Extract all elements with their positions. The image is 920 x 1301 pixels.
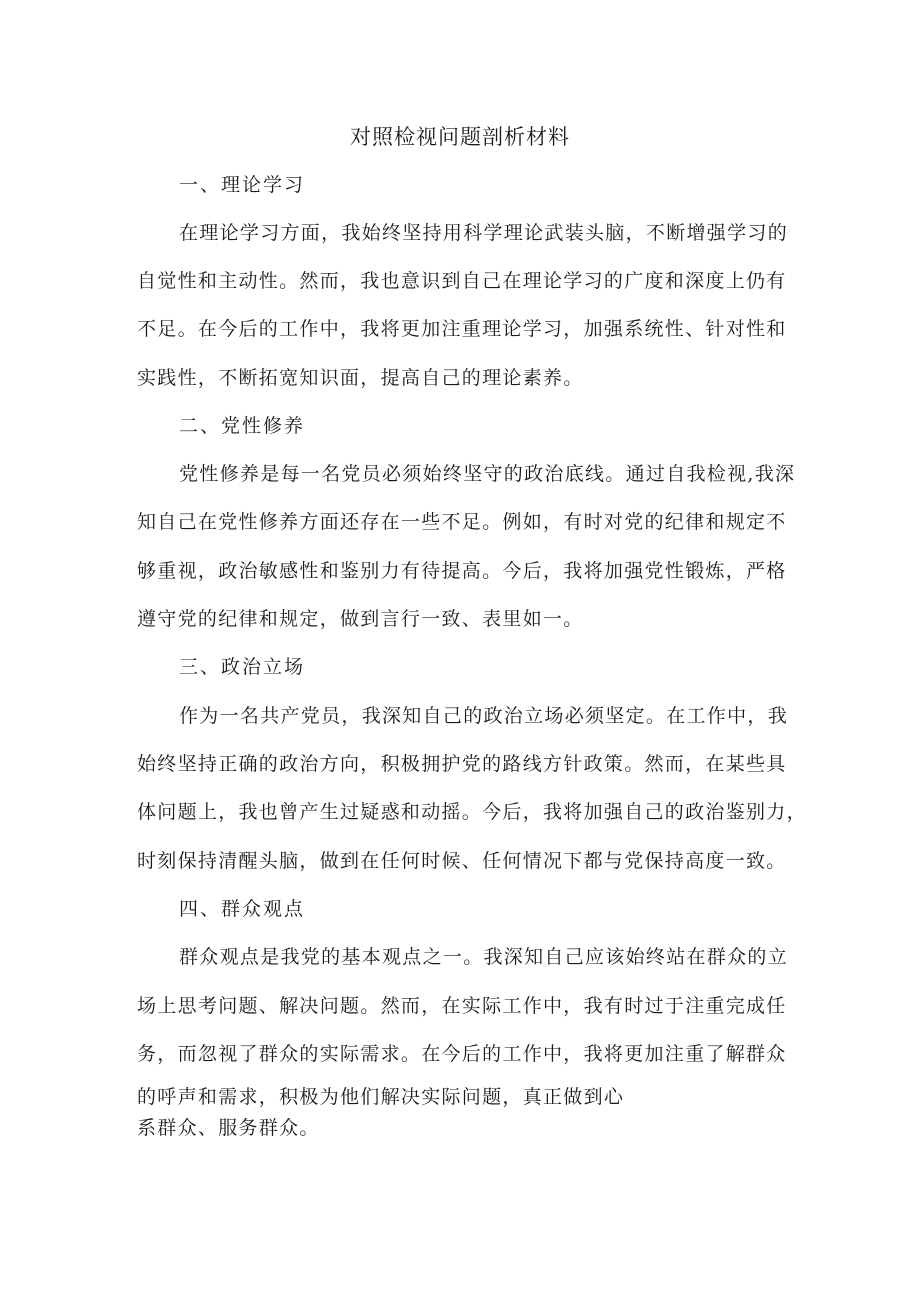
- paragraph-line: 自觉性和主动性。然而，我也意识到自己在理论学习的广度和深度上仍有: [137, 270, 787, 292]
- paragraph-line: 场上思考问题、解决问题。然而，在实际工作中，我有时过于注重完成任: [137, 995, 787, 1017]
- section-heading-theory: 一、理论学习: [179, 174, 306, 196]
- section-heading-party-spirit: 二、党性修养: [179, 415, 306, 437]
- paragraph-line: 党性修养是每一名党员必须始终坚守的政治底线。通过自我检视,我深: [179, 463, 796, 485]
- paragraph-line: 系群众、服务群众。: [137, 1117, 320, 1139]
- paragraph-line: 务，而忽视了群众的实际需求。在今后的工作中，我将更加注重了解群众: [137, 1043, 787, 1065]
- paragraph-line: 体问题上，我也曾产生过疑惑和动摇。今后，我将加强自己的政治鉴别力，: [137, 801, 807, 823]
- section-heading-mass-view: 四、群众观点: [179, 898, 306, 920]
- paragraph-line: 群众观点是我党的基本观点之一。我深知自己应该始终站在群众的立: [179, 946, 789, 968]
- paragraph-line: 时刻保持清醒头脑，做到在任何时候、任何情况下都与党保持高度一致。: [137, 850, 787, 872]
- paragraph-line: 知自己在党性修养方面还存在一些不足。例如，有时对党的纪律和规定不: [137, 511, 787, 533]
- paragraph-line: 始终坚持正确的政治方向，积极拥护党的路线方针政策。然而，在某些具: [137, 753, 787, 775]
- paragraph-line: 实践性，不断拓宽知识面，提高自己的理论素养。: [137, 367, 584, 389]
- paragraph-line: 不足。在今后的工作中，我将更加注重理论学习，加强系统性、针对性和: [137, 318, 787, 340]
- paragraph-line: 遵守党的纪律和规定，做到言行一致、表里如一。: [137, 608, 584, 630]
- paragraph-line: 在理论学习方面，我始终坚持用科学理论武装头脑，不断增强学习的: [179, 222, 789, 244]
- section-heading-political-stance: 三、政治立场: [179, 656, 306, 678]
- paragraph-line: 作为一名共产党员，我深知自己的政治立场必须坚定。在工作中，我: [179, 705, 789, 727]
- paragraph-line: 的呼声和需求，积极为他们解决实际问题，真正做到心: [137, 1086, 625, 1108]
- document-title: 对照检视问题剖析材料: [350, 125, 570, 149]
- paragraph-line: 够重视，政治敏感性和鉴别力有待提高。今后，我将加强党性锻炼，严格: [137, 560, 787, 582]
